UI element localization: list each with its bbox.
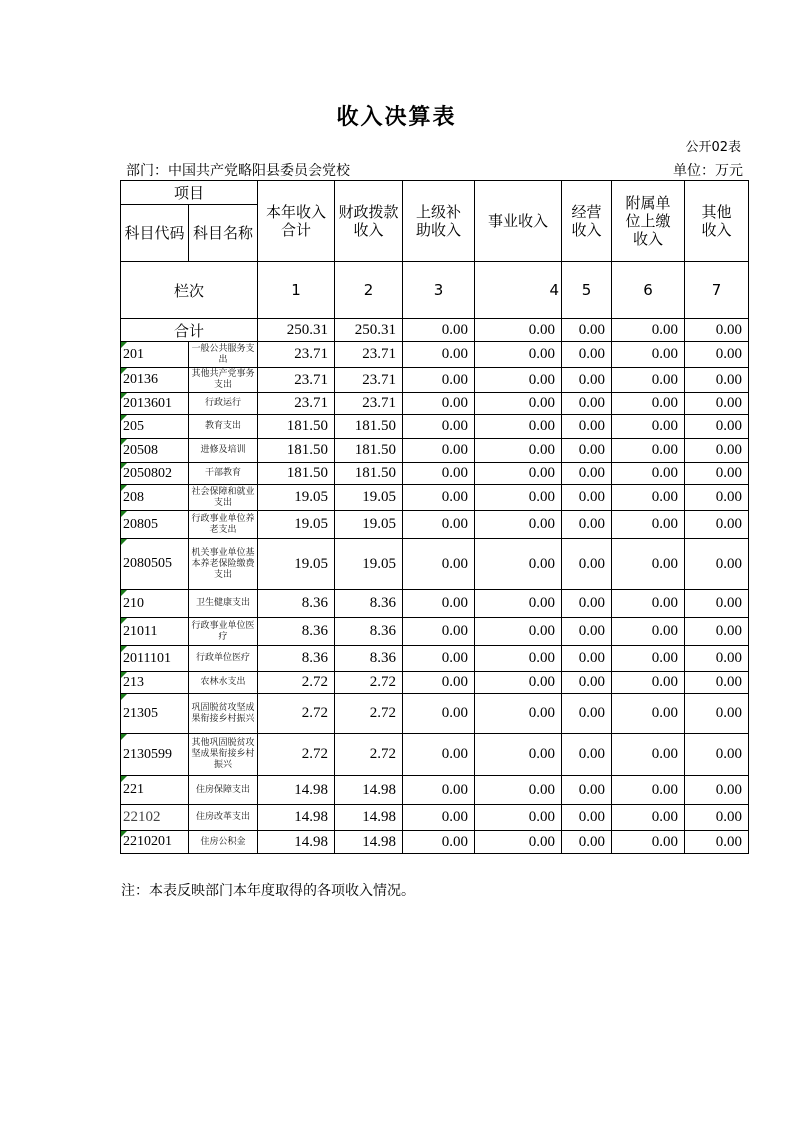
- header-col7-l2: 收入: [701, 221, 732, 239]
- row-name: 农林水支出: [189, 672, 258, 694]
- row-value: 0.00: [475, 831, 562, 854]
- row-value: 0.00: [403, 439, 475, 463]
- row-value: 0.00: [475, 439, 562, 463]
- row-value: 0.00: [403, 539, 475, 590]
- lanci-7: 7: [685, 262, 749, 319]
- row-value: 0.00: [475, 511, 562, 539]
- row-value: 0.00: [612, 776, 685, 805]
- row-value: 23.71: [335, 393, 403, 415]
- row-value: 0.00: [475, 805, 562, 831]
- total-cell: 0.00: [612, 319, 685, 342]
- total-cell: 0.00: [562, 319, 612, 342]
- department-label: 部门：中国共产党略阳县委员会党校: [126, 163, 350, 179]
- table-row: [121, 511, 749, 539]
- row-value: 181.50: [258, 439, 335, 463]
- row-value: 0.00: [612, 368, 685, 393]
- header-col6-l2: 位上缴: [625, 212, 671, 230]
- row-value: 0.00: [562, 694, 612, 734]
- row-code: [121, 831, 189, 854]
- row-value: 8.36: [335, 590, 403, 618]
- table-row: [121, 539, 749, 590]
- row-code-text: 2130599: [123, 746, 172, 762]
- row-code-text: 2011101: [123, 650, 171, 666]
- row-value: 0.00: [685, 590, 749, 618]
- row-code-text: 21305: [123, 705, 158, 721]
- row-value: 0.00: [562, 646, 612, 672]
- row-value: 2.72: [258, 672, 335, 694]
- row-name: 行政单位医疗: [189, 646, 258, 672]
- row-name: 其他共产党事务支出: [189, 368, 258, 393]
- cell-marker-icon: [121, 342, 127, 348]
- row-value: 181.50: [335, 463, 403, 485]
- header-col5-l2: 收入: [571, 221, 602, 239]
- form-number: 公开02表: [685, 140, 741, 155]
- unit-label: 单位：万元: [673, 163, 743, 179]
- row-value: 14.98: [335, 805, 403, 831]
- row-code-text: 2080505: [123, 556, 172, 571]
- row-value: 0.00: [612, 539, 685, 590]
- header-col3-l2: 助收入: [416, 221, 462, 239]
- lanci-2: 2: [335, 262, 403, 319]
- total-cell: 250.31: [258, 319, 335, 342]
- row-value: 0.00: [562, 776, 612, 805]
- row-code: [121, 672, 189, 694]
- lanci-6: 6: [612, 262, 685, 319]
- row-value: 0.00: [475, 776, 562, 805]
- row-code-text: 205: [123, 418, 144, 434]
- row-name: 住房保障支出: [189, 776, 258, 805]
- row-value: 0.00: [475, 618, 562, 646]
- row-code-text: 20136: [123, 372, 158, 387]
- row-value: 0.00: [403, 368, 475, 393]
- row-value: 0.00: [475, 734, 562, 776]
- row-value: 0.00: [475, 368, 562, 393]
- row-value: 23.71: [258, 393, 335, 415]
- row-code-text: 2050802: [123, 465, 172, 481]
- row-value: 0.00: [562, 511, 612, 539]
- row-value: 0.00: [403, 342, 475, 368]
- table-row: [121, 590, 749, 618]
- cell-marker-icon: [121, 618, 127, 624]
- table-row: [121, 672, 749, 694]
- row-code: [121, 511, 189, 539]
- row-code: [121, 694, 189, 734]
- row-code-text: 213: [123, 674, 144, 690]
- row-value: 181.50: [335, 415, 403, 439]
- row-name: 机关事业单位基本养老保险缴费支出: [189, 539, 258, 590]
- row-value: 0.00: [403, 393, 475, 415]
- table-row: [121, 368, 749, 393]
- row-value: 0.00: [475, 485, 562, 511]
- row-value: 0.00: [475, 342, 562, 368]
- row-value: 0.00: [612, 415, 685, 439]
- lanci-3: 3: [403, 262, 475, 319]
- header-col3: [403, 181, 475, 262]
- cell-marker-icon: [121, 485, 127, 491]
- row-value: 0.00: [685, 672, 749, 694]
- row-name: 行政运行: [189, 393, 258, 415]
- row-code: [121, 415, 189, 439]
- row-value: 14.98: [258, 776, 335, 805]
- row-value: 0.00: [562, 368, 612, 393]
- table-row: [121, 618, 749, 646]
- row-value: 0.00: [403, 463, 475, 485]
- row-name: 行政事业单位养老支出: [189, 511, 258, 539]
- row-name: 巩固脱贫攻坚成果衔接乡村振兴: [189, 694, 258, 734]
- row-code: [121, 618, 189, 646]
- header-col5: [562, 181, 612, 262]
- cell-marker-icon: [121, 463, 127, 469]
- table-row: [121, 776, 749, 805]
- cell-marker-icon: [121, 694, 127, 700]
- table-row: [121, 805, 749, 831]
- row-code-text: 210: [123, 595, 144, 611]
- total-cell: 0.00: [475, 319, 562, 342]
- row-value: 0.00: [685, 511, 749, 539]
- row-value: 0.00: [475, 463, 562, 485]
- cell-marker-icon: [121, 646, 127, 652]
- total-label: 合计: [121, 319, 258, 342]
- income-table: [120, 180, 749, 854]
- row-value: 0.00: [562, 463, 612, 485]
- row-value: 181.50: [258, 463, 335, 485]
- row-name: 教育支出: [189, 415, 258, 439]
- row-value: 0.00: [562, 415, 612, 439]
- row-value: 8.36: [258, 590, 335, 618]
- cell-marker-icon: [121, 415, 127, 421]
- row-value: 0.00: [612, 511, 685, 539]
- header-code: 科目代码: [121, 205, 189, 262]
- row-code-text: 22102: [123, 809, 161, 825]
- row-value: 0.00: [562, 393, 612, 415]
- row-value: 0.00: [403, 485, 475, 511]
- row-value: 0.00: [403, 694, 475, 734]
- row-value: 0.00: [562, 590, 612, 618]
- cell-marker-icon: [121, 393, 127, 399]
- row-value: 0.00: [685, 393, 749, 415]
- table-row: [121, 694, 749, 734]
- row-value: 0.00: [612, 463, 685, 485]
- row-value: 8.36: [258, 618, 335, 646]
- header-col2-l2: 收入: [353, 221, 384, 239]
- header-col6-l3: 收入: [633, 230, 664, 248]
- row-code-text: 221: [123, 782, 144, 797]
- header-col7: [685, 181, 749, 262]
- table-row: [121, 734, 749, 776]
- row-name: 进修及培训: [189, 439, 258, 463]
- row-value: 0.00: [403, 672, 475, 694]
- cell-marker-icon: [121, 511, 127, 517]
- total-cell: 0.00: [403, 319, 475, 342]
- row-code-text: 20508: [123, 442, 158, 458]
- row-code: [121, 485, 189, 511]
- row-code: [121, 646, 189, 672]
- row-value: 0.00: [612, 393, 685, 415]
- header-col1: [258, 181, 335, 262]
- row-value: 19.05: [335, 485, 403, 511]
- row-code: [121, 590, 189, 618]
- lanci-5: 5: [562, 262, 612, 319]
- row-code: [121, 342, 189, 368]
- row-code: [121, 539, 189, 590]
- row-value: 0.00: [685, 485, 749, 511]
- table-row: [121, 646, 749, 672]
- row-value: 0.00: [685, 618, 749, 646]
- row-value: 0.00: [612, 646, 685, 672]
- row-code: [121, 393, 189, 415]
- row-code: [121, 734, 189, 776]
- header-col6: [612, 181, 685, 262]
- cell-marker-icon: [121, 672, 127, 678]
- row-value: 23.71: [335, 368, 403, 393]
- row-code-text: 21011: [123, 623, 158, 639]
- row-name: 一般公共服务支出: [189, 342, 258, 368]
- row-value: 181.50: [258, 415, 335, 439]
- total-cell: 250.31: [335, 319, 403, 342]
- row-value: 0.00: [612, 805, 685, 831]
- row-value: 19.05: [258, 511, 335, 539]
- cell-marker-icon: [121, 439, 127, 445]
- row-value: 0.00: [475, 590, 562, 618]
- row-value: 14.98: [335, 776, 403, 805]
- table-row: [121, 485, 749, 511]
- row-value: 0.00: [685, 368, 749, 393]
- row-value: 2.72: [258, 734, 335, 776]
- table-row: [121, 415, 749, 439]
- row-value: 2.72: [258, 694, 335, 734]
- cell-marker-icon: [121, 590, 127, 596]
- row-value: 14.98: [258, 831, 335, 854]
- row-name: 住房公积金: [189, 831, 258, 854]
- row-value: 0.00: [475, 646, 562, 672]
- row-value: 0.00: [562, 618, 612, 646]
- table-row: [121, 463, 749, 485]
- row-value: 0.00: [562, 439, 612, 463]
- row-value: 0.00: [685, 342, 749, 368]
- header-col2-l1: 财政拨款: [338, 203, 399, 221]
- row-value: 14.98: [258, 805, 335, 831]
- row-value: 8.36: [335, 618, 403, 646]
- row-value: 0.00: [562, 485, 612, 511]
- row-code-text: 2013601: [123, 395, 172, 411]
- row-value: 8.36: [258, 646, 335, 672]
- row-value: 0.00: [403, 646, 475, 672]
- row-value: 0.00: [612, 831, 685, 854]
- row-value: 19.05: [335, 511, 403, 539]
- lanci-label: 栏次: [121, 262, 258, 319]
- footnote: 注：本表反映部门本年度取得的各项收入情况。: [121, 883, 415, 899]
- row-code: [121, 805, 189, 831]
- header-item: 项目: [121, 181, 258, 205]
- row-value: 0.00: [685, 831, 749, 854]
- cell-marker-icon: [121, 776, 127, 782]
- table-row: [121, 831, 749, 854]
- row-code-text: 201: [123, 346, 144, 362]
- row-code: [121, 368, 189, 393]
- row-value: 0.00: [612, 694, 685, 734]
- row-value: 0.00: [403, 590, 475, 618]
- row-value: 0.00: [685, 415, 749, 439]
- row-value: 0.00: [403, 831, 475, 854]
- row-code: [121, 439, 189, 463]
- header-col6-l1: 附属单: [625, 194, 671, 212]
- cell-marker-icon: [121, 831, 127, 837]
- header-col3-l1: 上级补: [416, 203, 462, 221]
- row-value: 0.00: [612, 439, 685, 463]
- row-value: 0.00: [685, 463, 749, 485]
- row-value: 0.00: [685, 539, 749, 590]
- header-col2: [335, 181, 403, 262]
- row-code-text: 208: [123, 489, 144, 505]
- row-value: 0.00: [562, 342, 612, 368]
- row-code: [121, 776, 189, 805]
- row-value: 0.00: [475, 672, 562, 694]
- header-col7-l1: 其他: [701, 203, 732, 221]
- row-code-text: 2210201: [123, 834, 172, 849]
- row-value: 0.00: [403, 734, 475, 776]
- row-value: 19.05: [258, 539, 335, 590]
- row-code-text: 20805: [123, 516, 158, 532]
- row-value: 2.72: [335, 672, 403, 694]
- table-row: [121, 393, 749, 415]
- row-value: 0.00: [562, 831, 612, 854]
- header-col5-l1: 经营: [571, 203, 602, 221]
- row-value: 0.00: [612, 342, 685, 368]
- row-value: 0.00: [685, 805, 749, 831]
- table-row: [121, 439, 749, 463]
- row-value: 181.50: [335, 439, 403, 463]
- row-value: 0.00: [685, 694, 749, 734]
- row-name: 卫生健康支出: [189, 590, 258, 618]
- row-value: 2.72: [335, 694, 403, 734]
- row-value: 0.00: [612, 590, 685, 618]
- row-value: 23.71: [335, 342, 403, 368]
- row-value: 0.00: [685, 776, 749, 805]
- cell-marker-icon: [121, 368, 127, 374]
- table-row: [121, 342, 749, 368]
- header-col1-l2: 合计: [281, 221, 312, 239]
- row-value: 0.00: [562, 805, 612, 831]
- row-value: 8.36: [335, 646, 403, 672]
- row-name: 社会保障和就业支出: [189, 485, 258, 511]
- row-name: 干部教育: [189, 463, 258, 485]
- row-name: 行政事业单位医疗: [189, 618, 258, 646]
- page-title: 收入决算表: [336, 105, 457, 130]
- row-value: 19.05: [335, 539, 403, 590]
- row-value: 2.72: [335, 734, 403, 776]
- row-value: 14.98: [335, 831, 403, 854]
- row-value: 0.00: [403, 618, 475, 646]
- header-col4: 事业收入: [475, 181, 562, 262]
- row-value: 23.71: [258, 368, 335, 393]
- row-value: 0.00: [612, 672, 685, 694]
- row-name: 其他巩固脱贫攻坚成果衔接乡村振兴: [189, 734, 258, 776]
- row-value: 0.00: [685, 734, 749, 776]
- row-value: 0.00: [612, 734, 685, 776]
- row-value: 0.00: [403, 415, 475, 439]
- row-value: 0.00: [562, 539, 612, 590]
- cell-marker-icon: [121, 734, 127, 740]
- row-value: 0.00: [475, 415, 562, 439]
- cell-marker-icon: [121, 539, 127, 545]
- row-value: 0.00: [562, 672, 612, 694]
- header-name: 科目名称: [189, 205, 258, 262]
- row-value: 0.00: [403, 776, 475, 805]
- row-value: 0.00: [612, 485, 685, 511]
- lanci-4: 4: [475, 262, 562, 319]
- row-value: 0.00: [475, 694, 562, 734]
- row-value: 0.00: [562, 734, 612, 776]
- row-value: 0.00: [475, 539, 562, 590]
- total-cell: 0.00: [685, 319, 749, 342]
- row-code: [121, 463, 189, 485]
- row-value: 0.00: [685, 439, 749, 463]
- row-value: 0.00: [403, 805, 475, 831]
- row-value: 23.71: [258, 342, 335, 368]
- row-name: 住房改革支出: [189, 805, 258, 831]
- row-value: 0.00: [685, 646, 749, 672]
- row-value: 19.05: [258, 485, 335, 511]
- row-value: 0.00: [612, 618, 685, 646]
- header-col1-l1: 本年收入: [266, 203, 327, 221]
- row-value: 0.00: [403, 511, 475, 539]
- lanci-1: 1: [258, 262, 335, 319]
- row-value: 0.00: [475, 393, 562, 415]
